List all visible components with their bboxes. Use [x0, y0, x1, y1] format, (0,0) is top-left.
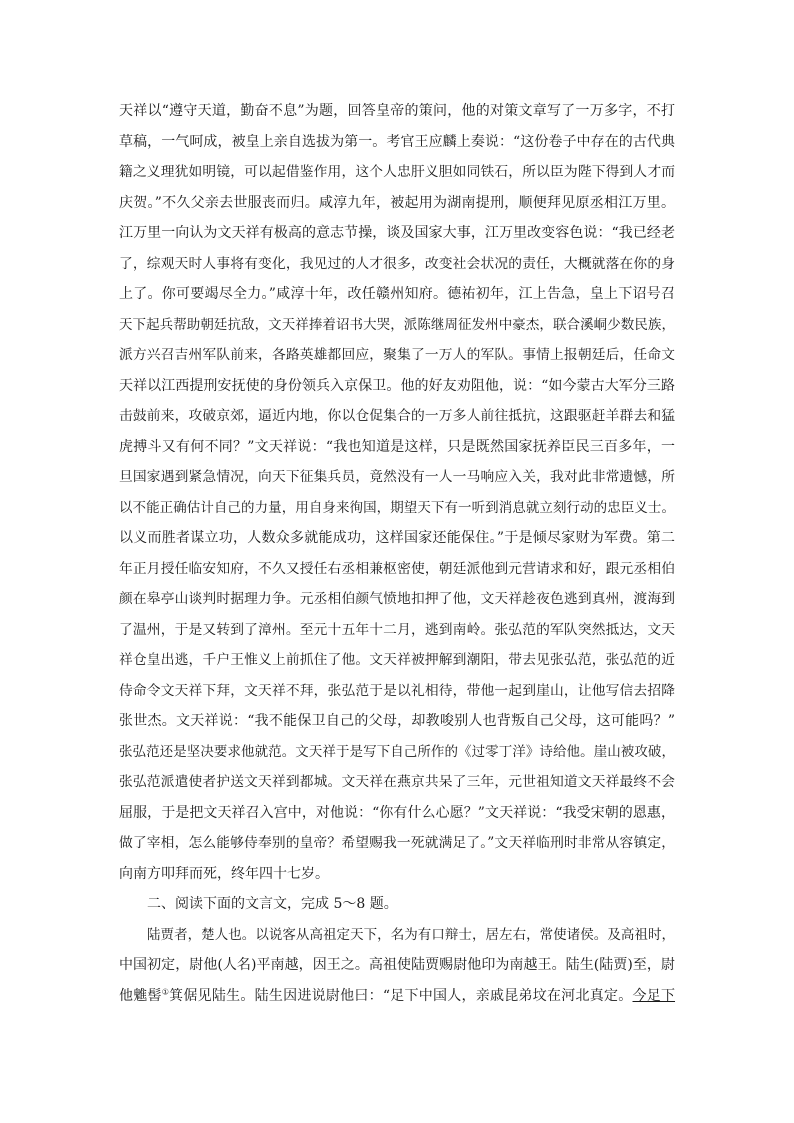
underlined-sentence: 今足下 — [632, 987, 676, 1004]
paragraph-line: 年正月授任临安知府，不久又授任右丞相兼枢密使，朝廷派他到元营请求和好，跟元丞相伯 — [119, 560, 675, 577]
paragraph-line: 虎搏斗又有何不同？”文天祥说：“我也知道是这样，只是既然国家抚养臣民三百多年，一 — [119, 438, 675, 455]
paragraph-line: 屈服，于是把文天祥召入宫中，对他说：“你有什么心愿？”文天祥说：“我受宋朝的恩惠， — [119, 804, 675, 821]
paragraph-line: 籍之义理犹如明镜，可以起借鉴作用，这个人忠肝义胆如同铁石，所以臣为陛下得到人才而 — [119, 164, 675, 180]
classical-text-segment: 箕倨见陆生。陆生因进说尉他曰：“足下中国人，亲戚昆弟坟在河北真定。 — [169, 987, 633, 1004]
paragraph-line: 旦国家遇到紧急情况，向天下征集兵员，竟然没有一人一马响应入关，我对此非常遗憾，所 — [119, 469, 675, 485]
paragraph-line: 草稿，一气呵成，被皇上亲自选拔为第一。考官王应麟上奏说：“这份卷子中存在的古代典 — [119, 133, 675, 150]
translation-paragraph — [119, 96, 675, 889]
paragraph-line: 向南方叩拜而死，终年四十七岁。 — [119, 865, 329, 882]
classical-text-line: 陆贾者，楚人也。以说客从高祖定天下，名为有口辩士，居左右，常使诸侯。及高祖时， — [147, 926, 675, 943]
paragraph-line: 祥仓皇出逃，千户王惟义上前抓住了他。文天祥被押解到潮阳，带去见张弘范，张弘范的近 — [119, 652, 675, 668]
paragraph-line: 颜在皋亭山谈判时据理力争。元丞相伯颜气愤地扣押了他，文天祥趁夜色逃到真州，渡海到 — [119, 591, 675, 607]
paragraph-line: 张弘范还是坚决要求他就范。文天祥于是写下自己所作的《过零丁洋》诗给他。崖山被攻破， — [119, 743, 675, 760]
classical-text-line: 中国初定，尉他(人名)平南越，因王之。高祖使陆贾赐尉他印为南越王。陆生(陆贾)至，尉 — [119, 957, 675, 973]
paragraph-line: 了，综观天时人事将有变化，我见过的人才很多，改变社会状况的责任，大概就落在你的身 — [119, 255, 675, 272]
paragraph-line: 江万里一向认为文天祥有极高的意志节操，谈及国家大事，江万里改变容色说：“我已经老 — [119, 225, 675, 241]
footnote-marker: ① — [161, 986, 170, 996]
paragraph-line: 以义而胜者谋立功，人数众多就能成功，这样国家还能保住。”于是倾尽家财为军费。第二 — [119, 530, 675, 546]
classical-text-line — [119, 981, 675, 1012]
paragraph-line: 庆贺。”不久父亲去世服丧而归。咸淳九年，被起用为湖南提刑，顺便拜见原丞相江万里。 — [119, 194, 675, 211]
paragraph-line: 了温州，于是又转到了漳州。至元十五年十二月，逃到南岭。张弘范的军队突然抵达，文天 — [119, 621, 675, 638]
paragraph-line: 以不能正确估计自己的力量，用自身来徇国，期望天下有一听到消息就立刻行动的忠臣义士。 — [119, 499, 675, 516]
paragraph-line: 天祥以“遵守天道，勤奋不息”为题，回答皇帝的策问，他的对策文章写了一万多字，不打 — [119, 103, 675, 119]
classical-text-segment: 他魋髻 — [119, 987, 162, 1004]
paragraph-line: 天祥以江西提刑安抚使的身份领兵入京保卫。他的好友劝阻他，说：“如今蒙古大军分三路 — [119, 377, 675, 394]
text-body — [119, 96, 675, 1011]
paragraph-line: 张世杰。文天祥说：“我不能保卫自己的父母，却教唆别人也背叛自己父母，这可能吗？” — [119, 713, 675, 729]
paragraph-line: 派方兴召吉州军队前来，各路英雄都回应，聚集了一万人的军队。事情上报朝廷后，任命文 — [119, 347, 675, 363]
paragraph-line: 张弘范派遣使者护送文天祥到都城。文天祥在燕京共呆了三年，元世祖知道文天祥最终不会 — [119, 774, 675, 790]
section-heading: 二、阅读下面的文言文，完成 5～8 题。 — [147, 896, 398, 912]
paragraph-line: 天下起兵帮助朝廷抗敌，文天祥捧着诏书大哭，派陈继周征发州中豪杰，联合溪峒少数民族， — [119, 316, 675, 333]
paragraph-line: 上了。你可要竭尽全力。”咸淳十年，改任赣州知府。德祐初年，江上告急，皇上下诏号召 — [119, 286, 675, 302]
paragraph-line: 做了宰相，怎么能够侍奉别的皇帝？希望赐我一死就满足了。”文天祥临刑时非常从容镇定， — [119, 835, 675, 851]
paragraph-line: 击鼓前来，攻破京郊，逼近内地，你以仓促集合的一万多人前往抵抗，这跟驱赶羊群去和猛 — [119, 408, 675, 424]
paragraph-line: 侍命令文天祥下拜，文天祥不拜，张弘范于是以礼相待，带他一起到崖山，让他写信去招降 — [119, 682, 675, 699]
